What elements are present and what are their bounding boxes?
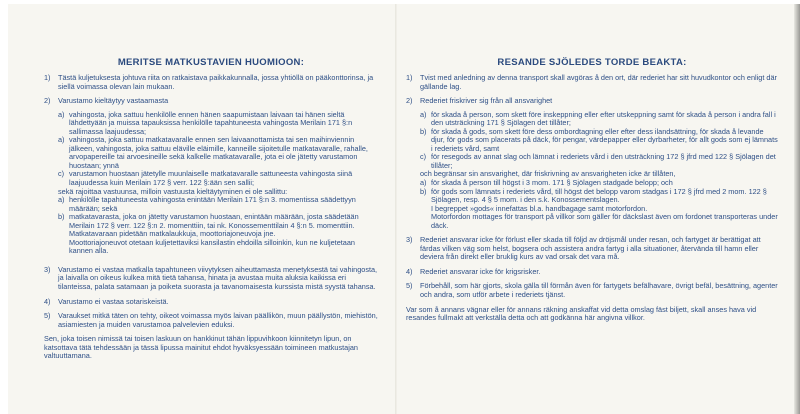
finnish-term-2c: varustamon huostaan jätetylle muunlaiselle matkatavaralle sattuneesta vahingosta siinä laajuudessa kuin Merilain 172 § verr. 122 §:ään sen sallii;	[69, 169, 353, 188]
swedish-limit-a: för skada å person till högst i 3 mom. 171 § Sjölagen stadgade belopp; och	[431, 178, 673, 188]
finnish-limit-b: matkatavarasta, joka on jätetty varustamon huostaan, enintään määrään, josta säädetään Merilain 172 § verr. 122 §:n 2. momenttiin, tai nk. Konossementtilain 4 §:n 5. momenttiin.	[69, 212, 359, 230]
finnish-closing: Sen, joka toisen nimissä tai toisen laskuun on hankkinut tähän lippuvihkoon kiinnitetyn lipun, on katsottava tätä tehdessään ja tässä lipussa mainitut ehdot hyväksyessään toimineen matkustajan valtuuttamana.	[44, 334, 358, 361]
swedish-term-4: 4) Rederiet ansvarar icke för krigsrisker.	[406, 266, 541, 276]
finnish-terms-column	[44, 74, 378, 361]
swedish-term-5: 5) Förbehåll, som här gjorts, skola gälla till förmån även för fartygets befälhavare, övrigt befäl, besättning, agenter och andra, som utför arbete i rederiets tjänst.	[406, 281, 778, 300]
finnish-term-2a: vahingosta, joka sattuu henkilölle ennen hänen saapumistaan laivaan tai hänen sieltä lähdettyään ja muissa tapauksissa henkilölle tapahtuneesta vahingosta Merilain 171 §:n sallimassa laajuudessa;	[69, 109, 353, 136]
swedish-term-2b: för skada å gods, som skett före dess ombordtagning eller efter dess ilandsättning, för skada å levande djur, för gods som placerats på däck, för pengar, värdepapper eller dyrbarheter, för allt gods som ej lämnats i rederiets vård, samt	[431, 126, 778, 153]
finnish-limit-a: henkilölle tapahtuneesta vahingosta enintään Merilain 171 §:n 3. momentissa säädettyyn määrään; sekä	[69, 195, 356, 213]
swedish-note-motorfordon: Motorfordon mottages för transport på villkor som gäller för däckslast även om fordonet transporteras under däck.	[431, 212, 778, 230]
swedish-terms-column	[406, 74, 778, 323]
swedish-term-2c: för resegods av annat slag och lämnat i rederiets vård i den utsträckning 172 § jfrd med 122 § Sjölagen det tillåter;	[431, 152, 776, 170]
finnish-term-1: 1) Tästä kuljetuksesta johtuva riita on ratkaistava paikkakunnalla, jossa yhtiöllä on pääkonttorinsa, ja siellä voimassa olevan lain mukaan.	[44, 73, 374, 91]
finnish-term-3: 3) Varustamo ei vastaa matkalla tapahtuneen viivytyksen aiheuttamasta menetyksestä tai vahingosta, ja laivalla on oikeus kulkea mitä tietä tahansa, hinata ja avustaa muita aluksia kaikissa eri tilanteissa, palata satamaan ja poiketa suorasta ja tavanomaisesta kurssista mistä syystä tahansa.	[44, 264, 378, 292]
swedish-note-gods: I begreppet »gods« innefattas bl.a. handbagage samt motorfordon.	[431, 203, 648, 213]
swedish-term-2a: för skada å person, som skett före inskeppning eller efter utskeppning samt för skada å person i andra fall i den utsträckning 171 § Sjölagen det tillåter;	[431, 109, 776, 128]
finnish-term-4: 4) Varustamo ei vastaa sotariskeistä.	[44, 296, 169, 306]
finnish-note-vehicles: Moottoriajoneuvot otetaan kuljetettaviksi kansilastin ehdoilla silloinkin, kun ne kuljetetaan kannen alla.	[69, 237, 355, 256]
finnish-title: MERITSE MATKUSTAVIEN HUOMIOON:	[117, 57, 305, 68]
swedish-term-3: 3) Rederiet ansvarar icke för förlust eller skada till följd av dröjsmål under resan, och fartyget är berättigat att färdas vilken väg som helst, bogsera och assistera andra fartyg i alla situationer, återvända till hamn eller deviera från direkt eller bruklig kurs av vad orsak det vara må.	[406, 235, 761, 262]
swedish-term-1: 1) Tvist med anledning av denna transport skall avgöras å den ort, där rederiet har sitt huvudkontor och enligt där gällande lag.	[406, 73, 777, 91]
swedish-limit-b: för gods som lämnats i rederiets vård, till högst det belopp varom stadgas i 172 § jfrd med 2 mom. 122 § Sjölagen, resp. 4 § 5 mom. i den s.k. Konossementslagen.	[431, 186, 767, 205]
finnish-term-5: 5) Varaukset mitkä täten on tehty, oikeot voimassa myös laivan päällikön, muun päällystön, miehistön, asiamiesten ja muiden varustamoa palvelevien eduksi.	[44, 311, 378, 329]
swedish-closing: Var som å annans vägnar eller för annans räkning anskaffat vid detta omslag fäst biljett, skall anses hava vid resandes fullmakt att verkställa detta och att godkänna här angivna villkor.	[406, 304, 757, 323]
finnish-term-2b: vahingosta, joka sattuu matkatavaralle ennen sen laivaanottamista tai sen maihinviennin jälkeen, vahingosta, joka sattuu eläville eläimille, kanneille sijoitetulle matkatavaralle, rahalle, arvopapereille tai arvoesineille sekä kalkelle matkatavaralle, jota ei ole jätetty varustamon huostaan; ynnä	[69, 135, 368, 170]
swedish-term-2: 2) Rederiet friskriver sig från all ansvarighet a) för skada å person, som skett före inskeppning eller efter utskeppning samt för skada å person i andra fall i den utsträckning 171 § Sjölagen det tillåter; b) för skada å gods, som skett före dess ombordtagning eller efter dess ilandsättning, för skada å levande djur, för gods som placerats på däck, för pengar, värdepapper eller dyrbarheter, för allt gods som ej lämnats i rederiets vård, samt c) för resegods av annat slag och lämnat i rederiets vård i den utsträckning 172 § jfrd med 122 § Sjölagen det tillåter; och begränsar sin ansvarighet, där friskrivning av ansvarigheten icke är tillåten, a) för skada å person till högst i 3 mom. 171 § Sjölagen stadgade belopp; och b) för gods som lämnats i rederiets vård, till högst det belopp varom stadgas i 172 § jfrd med 2 mom. 122 § Sjölagen, resp. 4 § 5 mom. i den s.k. Konossementslagen. I begreppet »gods« innefattas bl.a. handbagage samt motorfordon. Motorfordon mottages för transport på villkor som gäller för däckslast även om fordonet transporteras under däck.	[406, 96, 778, 230]
finnish-note-luggage: Matkatavaraan pidetään matkalaukkuja, moottoriajoneuvoja jne.	[69, 229, 276, 239]
page-fold	[395, 4, 397, 414]
page-edge-shadow	[794, 4, 800, 414]
swedish-title: RESANDE SJÖLEDES TORDE BEAKTA:	[497, 57, 687, 68]
finnish-term-2: 2) Varustamo kieltäytyy vastaamasta a) vahingosta, joka sattuu henkilölle ennen hänen saapumistaan laivaan tai hänen sieltä lähdettyään ja muissa tapauksissa henkilölle tapahtuneesta vahingosta Merilain 171 §:n sallimassa laajuudessa; a) vahingosta, joka sattuu matkatavaralle ennen sen laivaanottamista tai sen maihinviennin jälkeen, vahingosta, joka sattuu eläville eläimille, kanneille sijoitetulle matkatavaralle, rahalle, arvopapereille tai arvoesineille sekä kalkelle matkatavaralle, jota ei ole jätetty varustamon huostaan; ynnä c) varustamon huostaan jätetylle muunlaiselle matkatavaralle sattuneesta vahingosta siinä laajuudessa kuin Merilain 172 § verr. 122 §:ään sen sallii; sekä rajoittaa vastuunsa, milloin vastuusta kieltäytyminen ei ole sallittu: a) henkilölle tapahtuneesta vahingosta enintään Merilain 171 §:n 3. momentissa säädettyyn määrään; sekä b) matkatavarasta, joka on jätetty varustamon huostaan, enintään määrään, josta säädetään Merilain 172 § verr. 122 §:n 2. momenttiin, tai nk. Konossementtilain 4 §:n 5. momenttiin. Matkatavaraan pidetään matkalaukkuja, moottoriajoneuvoja jne. Moottoriajoneuvot otetaan kuljetettaviksi kansilastin ehdoilla silloinkin, kun ne kuljetetaan kannen alla.	[44, 97, 378, 256]
